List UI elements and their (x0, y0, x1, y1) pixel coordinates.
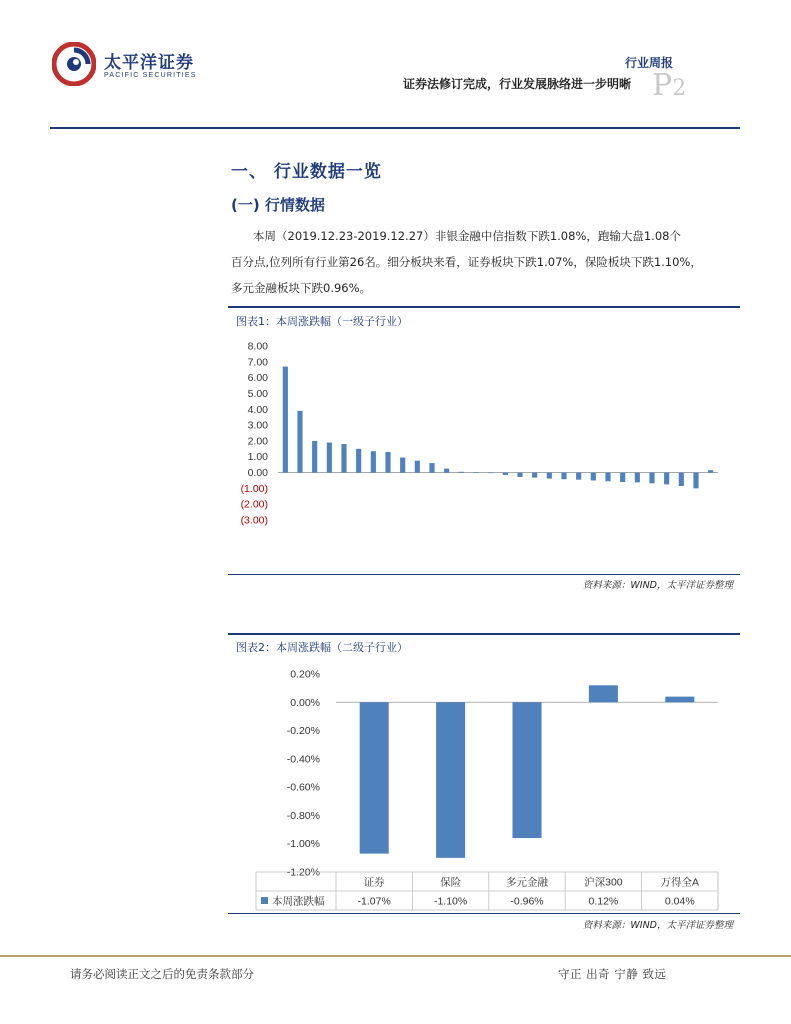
figure2-bottom-rule (228, 913, 740, 914)
y-tick-label: 0.20% (290, 668, 320, 681)
y-tick-label: -0.80% (286, 809, 320, 822)
y-tick-label: 7.00 (247, 356, 268, 369)
figure1-top-rule (228, 306, 740, 308)
logo-emblem-icon (52, 42, 96, 86)
y-tick-label: 0.00 (247, 467, 268, 480)
y-tick-label: 8.00 (247, 340, 268, 353)
y-tick-label: 0.00% (290, 696, 320, 709)
bar (591, 473, 596, 481)
y-tick-label: -0.60% (286, 781, 320, 794)
brand-name-cn: 太平洋证券 (104, 53, 194, 73)
logo (52, 42, 212, 86)
body-paragraph (231, 223, 743, 301)
y-tick-label: -0.20% (286, 725, 320, 738)
bar (665, 697, 694, 703)
legend-label: 本周涨跌幅 (272, 895, 325, 908)
figure1-source: 资料来源：WIND，太平洋证券整理 (582, 580, 733, 591)
bar (283, 367, 288, 473)
bar (635, 473, 640, 483)
bar (620, 473, 625, 482)
bar (400, 458, 405, 473)
bar (664, 473, 669, 485)
x-tick-label: 证券 (363, 876, 385, 889)
bar (532, 473, 537, 478)
y-tick-label: -1.00% (286, 838, 320, 851)
bar (503, 473, 508, 475)
x-tick-label: 多元金融 (506, 876, 548, 889)
body-line-3: 多元金融板块下跌0.96%。 (231, 281, 372, 295)
chart1 (228, 336, 740, 571)
y-tick-label: (1.00) (240, 482, 268, 495)
bar (576, 473, 581, 480)
y-tick-label: 4.00 (247, 403, 268, 416)
bar (488, 473, 493, 474)
report-title: 证券法修订完成，行业发展脉络进一步明晰 (402, 77, 631, 91)
bar (429, 463, 434, 472)
report-type: 行业周报 (624, 56, 673, 70)
data-label: -1.10% (433, 895, 468, 908)
figure1-bottom-rule (228, 574, 740, 575)
bar (708, 470, 713, 472)
data-label: -0.96% (510, 895, 544, 908)
y-tick-label: 3.00 (247, 419, 268, 432)
bar (341, 444, 346, 472)
y-tick-label: (3.00) (240, 514, 268, 527)
bar (415, 461, 420, 473)
body-line-2: 百分点,位列所有行业第26名。细分板块来看，证券板块下跌1.07%，保险板块下跌1.10%， (231, 255, 702, 269)
bar (444, 469, 449, 473)
bar (312, 441, 317, 473)
bar (436, 702, 465, 858)
y-tick-label: -1.20% (286, 866, 320, 879)
section-heading: 一、 行业数据一览 (231, 162, 382, 182)
chart2 (228, 661, 740, 911)
header-rule (50, 127, 740, 129)
footer-motto: 守正 出奇 宁静 致远 (558, 967, 667, 981)
y-tick-label: 5.00 (247, 387, 268, 400)
figure2-title: 图表2：本周涨跌幅（二级子行业） (236, 641, 408, 654)
bar (327, 442, 332, 472)
bar (517, 473, 522, 477)
footer-rule (0, 955, 791, 957)
x-tick-label: 保险 (440, 876, 462, 889)
brand-name-en: PACIFIC SECURITIES (104, 72, 197, 79)
y-tick-label: 1.00 (247, 451, 268, 464)
bar (371, 451, 376, 472)
figure1-title: 图表1：本周涨跌幅（一级子行业） (236, 315, 408, 328)
y-tick-label: (2.00) (240, 498, 268, 511)
figure2-top-rule (228, 633, 740, 635)
data-label: 0.04% (664, 895, 695, 908)
bar (649, 473, 654, 484)
bar (561, 473, 566, 480)
bar (605, 473, 610, 482)
bar (473, 472, 478, 473)
legend-swatch (261, 897, 268, 904)
body-line-1: 本周（2019.12.23-2019.12.27）非银金融中信指数下跌1.08%，跑输大盘1.08个 (253, 229, 681, 243)
page-number: P2 (652, 68, 687, 103)
bar (679, 473, 684, 486)
bar (693, 473, 698, 489)
bar (547, 473, 552, 479)
data-label: 0.12% (588, 895, 619, 908)
y-tick-label: -0.40% (286, 753, 320, 766)
x-tick-label: 沪深300 (584, 876, 623, 889)
x-tick-label: 万得全A (660, 876, 700, 889)
y-tick-label: 6.00 (247, 372, 268, 385)
figure2-source: 资料来源：WIND，太平洋证券整理 (582, 920, 733, 931)
subsection-heading: (一) 行情数据 (231, 196, 325, 214)
bar (356, 449, 361, 473)
bar (512, 702, 541, 838)
footer-disclaimer: 请务必阅读正文之后的免责条款部分 (70, 967, 254, 981)
data-label: -1.07% (357, 895, 391, 908)
bar (385, 452, 390, 473)
bar (297, 411, 302, 473)
bar (360, 702, 389, 853)
y-tick-label: 2.00 (247, 435, 268, 448)
bar (589, 685, 618, 702)
bar (459, 472, 464, 473)
